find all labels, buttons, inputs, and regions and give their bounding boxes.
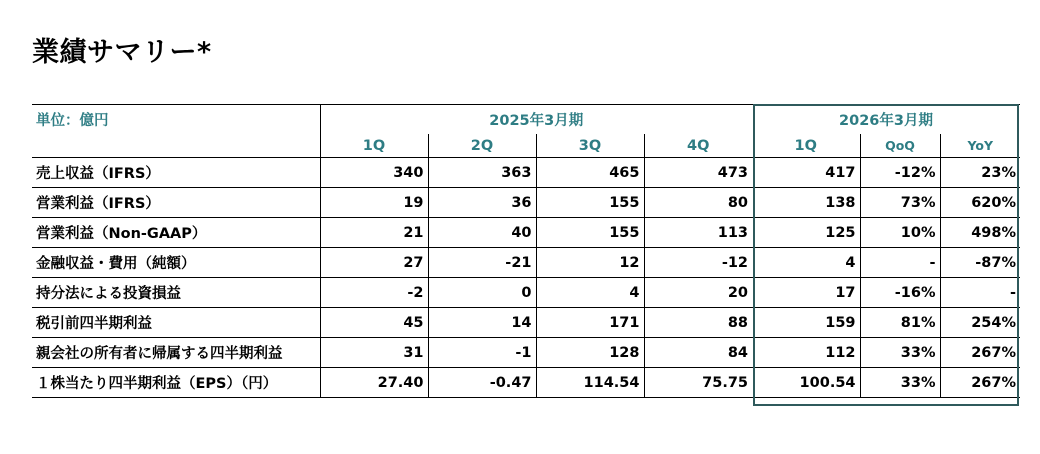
quarter-header-fy2025-3q: 3Q <box>536 134 644 158</box>
quarter-header-yoy: YoY <box>940 134 1020 158</box>
table-row <box>32 368 1020 398</box>
table-cell: 20 <box>644 278 752 308</box>
table-cell: 155 <box>536 218 644 248</box>
period-header-row <box>32 105 1020 135</box>
table-cell: 0 <box>428 278 536 308</box>
row-label: 営業利益（IFRS） <box>32 188 320 218</box>
table-cell: 27 <box>320 248 428 278</box>
quarter-header-fy2025-1q: 1Q <box>320 134 428 158</box>
quarter-header-fy2025-2q: 2Q <box>428 134 536 158</box>
quarter-header-blank <box>32 134 320 158</box>
table-cell: 112 <box>752 338 860 368</box>
table-cell: 267% <box>940 368 1020 398</box>
table-cell: -12% <box>860 158 940 188</box>
table-cell: 138 <box>752 188 860 218</box>
page-title: 業績サマリー* <box>32 37 212 68</box>
table-cell: 81% <box>860 308 940 338</box>
table-cell: 100.54 <box>752 368 860 398</box>
row-label: 持分法による投資損益 <box>32 278 320 308</box>
table-cell: 171 <box>536 308 644 338</box>
table-cell: 33% <box>860 368 940 398</box>
table-cell: 12 <box>536 248 644 278</box>
table-row <box>32 158 1020 188</box>
table-cell: -12 <box>644 248 752 278</box>
table-cell: 114.54 <box>536 368 644 398</box>
table-cell: 363 <box>428 158 536 188</box>
table-row <box>32 278 1020 308</box>
table-cell: 73% <box>860 188 940 218</box>
table-cell: 36 <box>428 188 536 218</box>
table-cell: 128 <box>536 338 644 368</box>
table-cell: 19 <box>320 188 428 218</box>
table-cell: -87% <box>940 248 1020 278</box>
table-cell: 340 <box>320 158 428 188</box>
quarter-header-fy2025-4q: 4Q <box>644 134 752 158</box>
row-label: 金融収益・費用（純額） <box>32 248 320 278</box>
table-cell: 31 <box>320 338 428 368</box>
unit-label: 単位：億円 <box>32 105 320 135</box>
table-cell: 10% <box>860 218 940 248</box>
summary-table-container <box>32 104 1022 398</box>
row-label: 売上収益（IFRS） <box>32 158 320 188</box>
table-row <box>32 308 1020 338</box>
row-label: １株当たり四半期利益（EPS）（円） <box>32 368 320 398</box>
table-cell: -16% <box>860 278 940 308</box>
table-cell: - <box>940 278 1020 308</box>
table-cell: 88 <box>644 308 752 338</box>
table-cell: 4 <box>752 248 860 278</box>
table-cell: 473 <box>644 158 752 188</box>
table-row <box>32 218 1020 248</box>
table-cell: 254% <box>940 308 1020 338</box>
table-cell: 75.75 <box>644 368 752 398</box>
table-cell: 45 <box>320 308 428 338</box>
table-cell: 155 <box>536 188 644 218</box>
table-cell: 80 <box>644 188 752 218</box>
period-header-fy2025: 2025年3月期 <box>320 105 752 135</box>
table-cell: 498% <box>940 218 1020 248</box>
table-cell: 14 <box>428 308 536 338</box>
row-label: 営業利益（Non-GAAP） <box>32 218 320 248</box>
table-cell: 125 <box>752 218 860 248</box>
table-row <box>32 188 1020 218</box>
quarter-header-qoq: QoQ <box>860 134 940 158</box>
table-cell: 159 <box>752 308 860 338</box>
table-cell: 33% <box>860 338 940 368</box>
row-label: 親会社の所有者に帰属する四半期利益 <box>32 338 320 368</box>
table-cell: 620% <box>940 188 1020 218</box>
period-header-fy2026: 2026年3月期 <box>752 105 1020 135</box>
table-cell: -0.47 <box>428 368 536 398</box>
table-cell: 27.40 <box>320 368 428 398</box>
table-row <box>32 338 1020 368</box>
table-cell: 417 <box>752 158 860 188</box>
table-row <box>32 248 1020 278</box>
table-cell: -1 <box>428 338 536 368</box>
summary-table <box>32 104 1020 398</box>
table-cell: 84 <box>644 338 752 368</box>
quarter-header-fy2026-1q: 1Q <box>794 137 817 154</box>
table-cell: 40 <box>428 218 536 248</box>
table-cell: -21 <box>428 248 536 278</box>
table-cell: 21 <box>320 218 428 248</box>
table-cell: 113 <box>644 218 752 248</box>
table-cell: 4 <box>536 278 644 308</box>
row-label: 税引前四半期利益 <box>32 308 320 338</box>
table-cell: 465 <box>536 158 644 188</box>
table-cell: -2 <box>320 278 428 308</box>
quarter-header-row <box>32 134 1020 158</box>
table-cell: 267% <box>940 338 1020 368</box>
table-cell: 23% <box>940 158 1020 188</box>
table-cell: - <box>860 248 940 278</box>
table-cell: 17 <box>752 278 860 308</box>
